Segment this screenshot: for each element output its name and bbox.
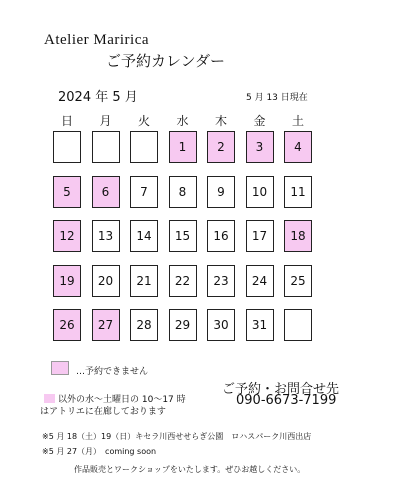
day-cell-unavailable[interactable]: 2 (207, 131, 235, 163)
day-cell[interactable]: 8 (169, 176, 197, 208)
weekday-label: 水 (176, 114, 189, 128)
day-cell-unavailable[interactable]: 6 (92, 176, 120, 208)
day-cell-unavailable[interactable]: 5 (53, 176, 81, 208)
event-note-2: ※5 月 27（月） coming soon (42, 447, 157, 456)
calendar-title: ご予約カレンダー (106, 52, 226, 70)
day-cell (130, 131, 158, 163)
weekday-header (53, 112, 343, 128)
month-label: 2024 年 5 月 (58, 90, 138, 105)
legend-text: …予約できません (76, 367, 149, 377)
as-of-date: 5 月 13 日現在 (246, 93, 308, 103)
contact-phone[interactable]: 090-6673-7199 (236, 393, 337, 408)
day-cell[interactable]: 30 (207, 309, 235, 341)
day-cell-unavailable[interactable]: 18 (284, 220, 312, 252)
day-cell (53, 131, 81, 163)
day-cell-unavailable[interactable]: 26 (53, 309, 81, 341)
weekday-label: 日 (60, 114, 73, 128)
day-cell[interactable]: 23 (207, 265, 235, 297)
day-cell[interactable]: 16 (207, 220, 235, 252)
footer-message: 作品販売とワークショップをいたします。ぜひお越しください。 (74, 465, 306, 474)
weekday-label: 金 (253, 114, 266, 128)
day-cell[interactable]: 7 (130, 176, 158, 208)
note-swatch (44, 394, 55, 403)
atelier-name: Atelier Maririca (44, 32, 150, 48)
day-cell[interactable]: 13 (92, 220, 120, 252)
legend-swatch (51, 361, 69, 375)
note-line-1: 以外の水～土曜日の 10～17 時 (58, 395, 186, 405)
day-cell-unavailable[interactable]: 4 (284, 131, 312, 163)
day-cell[interactable]: 14 (130, 220, 158, 252)
day-cell[interactable]: 28 (130, 309, 158, 341)
weekday-label: 土 (291, 114, 304, 128)
day-cell[interactable]: 21 (130, 265, 158, 297)
calendar-grid (53, 131, 343, 341)
day-cell[interactable]: 29 (169, 309, 197, 341)
day-cell[interactable]: 11 (284, 176, 312, 208)
day-cell[interactable]: 20 (92, 265, 120, 297)
day-cell-unavailable[interactable]: 1 (169, 131, 197, 163)
weekday-label: 火 (137, 114, 150, 128)
note-line-2: はアトリエに在廊しております (40, 407, 166, 417)
day-cell (284, 309, 312, 341)
event-note-1: ※5 月 18（土）19（日）キセラ川西せせらぎ公園 ロハスパーク川西出店 (42, 432, 312, 441)
day-cell[interactable]: 25 (284, 265, 312, 297)
day-cell (92, 131, 120, 163)
day-cell[interactable]: 15 (169, 220, 197, 252)
day-cell[interactable]: 31 (246, 309, 274, 341)
day-cell[interactable]: 10 (246, 176, 274, 208)
day-cell[interactable]: 9 (207, 176, 235, 208)
day-cell-unavailable[interactable]: 12 (53, 220, 81, 252)
day-cell-unavailable[interactable]: 19 (53, 265, 81, 297)
contact-label: ご予約・お問合せ先 (222, 382, 340, 397)
weekday-label: 月 (99, 114, 112, 128)
day-cell[interactable]: 17 (246, 220, 274, 252)
day-cell-unavailable[interactable]: 27 (92, 309, 120, 341)
day-cell-unavailable[interactable]: 3 (246, 131, 274, 163)
weekday-label: 木 (214, 114, 227, 128)
day-cell[interactable]: 24 (246, 265, 274, 297)
day-cell[interactable]: 22 (169, 265, 197, 297)
